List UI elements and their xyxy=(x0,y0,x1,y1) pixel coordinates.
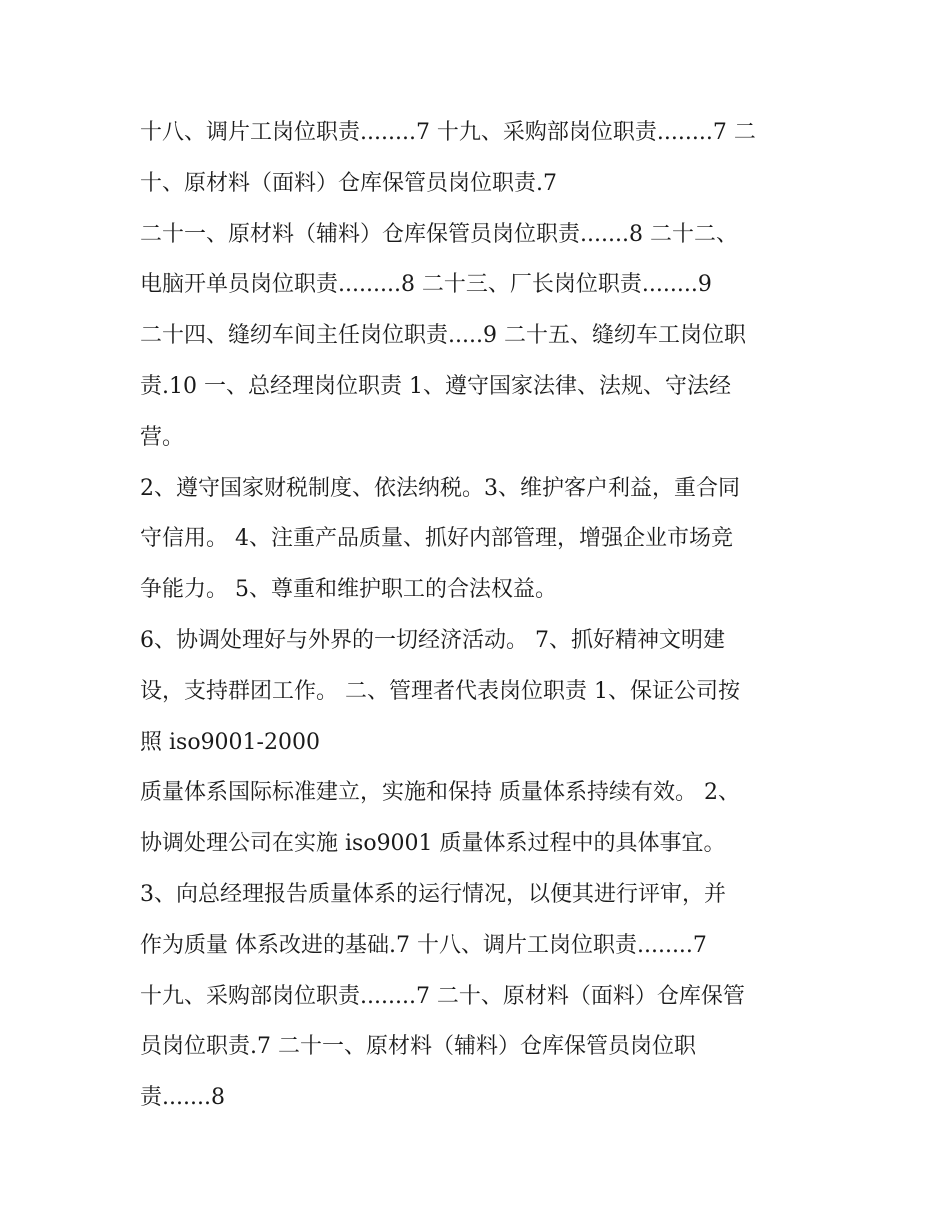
text-line: 十九、采购部岗位职责........7 二十、原材料（面料）仓库保管 xyxy=(140,983,745,1009)
text-line: 责.......8 xyxy=(140,1085,225,1111)
text-line: 作为质量 体系改进的基础.7 十八、调片工岗位职责........7 xyxy=(140,932,707,958)
text-line: 守信用。 4、注重产品质量、抓好内部管理，增强企业市场竞 xyxy=(140,526,733,552)
text-line: 电脑开单员岗位职责.........8 二十三、厂长岗位职责........9 xyxy=(140,272,712,298)
text-line: 营。 xyxy=(140,424,185,450)
text-line: 设，支持群团工作。 二、管理者代表岗位职责 1、保证公司按 xyxy=(140,678,740,704)
text-line: 争能力。 5、尊重和维护职工的合法权益。 xyxy=(140,577,557,603)
text-line: 2、遵守国家财税制度、依法纳税。3、维护客户利益，重合同 xyxy=(140,475,740,501)
text-line: 二十四、缝纫车间主任岗位职责.....9 二十五、缝纫车工岗位职 xyxy=(140,323,746,349)
text-line: 员岗位职责.7 二十一、原材料（辅料）仓库保管员岗位职 xyxy=(140,1034,696,1060)
text-line: 3、向总经理报告质量体系的运行情况，以便其进行评审，并 xyxy=(140,881,726,907)
text-line: 照 iso9001-2000 xyxy=(140,729,320,755)
text-line: 协调处理公司在实施 iso9001 质量体系过程中的具体事宜。 xyxy=(140,831,726,857)
text-line: 责.10 一、总经理岗位职责 1、遵守国家法律、法规、守法经 xyxy=(140,373,731,399)
document-body xyxy=(140,108,830,1124)
text-line: 十、原材料（面料）仓库保管员岗位职责.7 xyxy=(140,170,557,196)
text-line: 二十一、原材料（辅料）仓库保管员岗位职责.......8 二十二、 xyxy=(140,221,738,247)
text-line: 质量体系国际标准建立，实施和保持 质量体系持续有效。 2、 xyxy=(140,780,740,806)
text-line: 十八、调片工岗位职责........7 十九、采购部岗位职责........7 二 xyxy=(140,120,756,145)
text-line: 6、协调处理好与外界的一切经济活动。 7、抓好精神文明建 xyxy=(140,627,725,653)
